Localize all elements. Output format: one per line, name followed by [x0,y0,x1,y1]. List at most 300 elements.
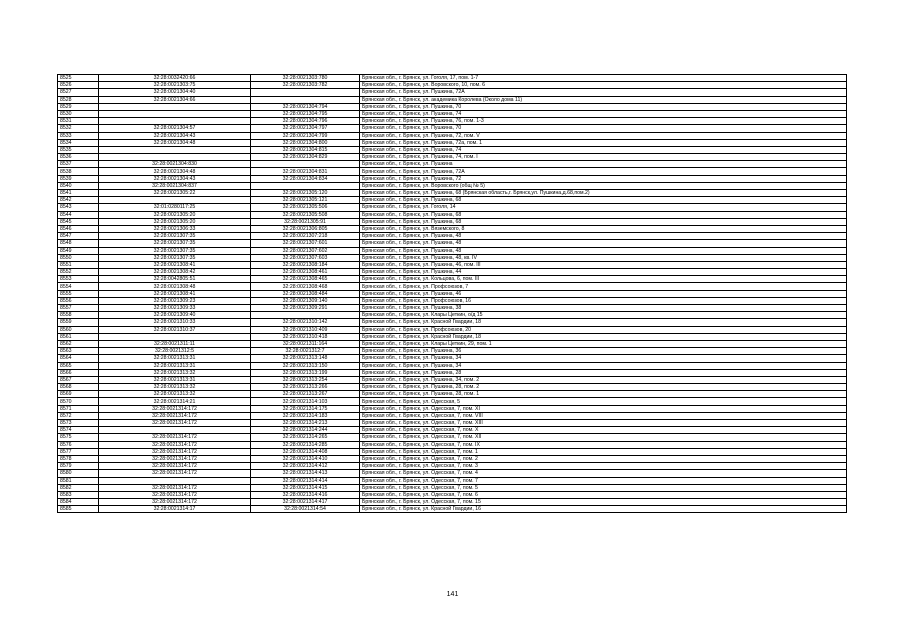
table-row [58,441,847,448]
object-cadastral-number-cell: 32:28:0021305:506 [251,204,360,211]
land-cadastral-number-cell: 32:28:0042805:51 [99,276,251,283]
table-row [58,355,847,362]
land-cadastral-number-cell: 32:28:0021307:35 [99,240,251,247]
row-number-cell: 8525 [58,75,99,82]
land-cadastral-number-cell [99,146,251,153]
object-cadastral-number-cell: 32:28:0021304:829 [251,154,360,161]
table-row [58,455,847,462]
table-row [58,398,847,405]
table-row [58,477,847,484]
address-cell: Брянская обл., г. Брянск, ул. Пушкина, 34, пом. 2 [360,376,847,383]
land-cadastral-number-cell: 32:28:0021308:42 [99,269,251,276]
table-row [58,312,847,319]
table-row [58,103,847,110]
row-number-cell: 8536 [58,154,99,161]
object-cadastral-number-cell: 32:28:0021313:266 [251,384,360,391]
object-cadastral-number-cell: 32:28:0021308:468 [251,283,360,290]
row-number-cell: 8529 [58,103,99,110]
object-cadastral-number-cell [251,96,360,103]
table-row [58,254,847,261]
row-number-cell: 8528 [58,96,99,103]
address-cell: Брянская обл., г. Брянск, ул. Клары Цеткин, 29, пом. 1 [360,340,847,347]
table-row [58,204,847,211]
address-cell: Брянская обл., г. Брянск, ул. Гоголя, 14 [360,204,847,211]
row-number-cell: 8532 [58,125,99,132]
land-cadastral-number-cell: 32:28:0021314:172 [99,448,251,455]
object-cadastral-number-cell: 32:28:0021304:794 [251,103,360,110]
address-cell: Брянская обл., г. Брянск, ул. Пушкина, 36 [360,348,847,355]
row-number-cell: 8585 [58,506,99,513]
land-cadastral-number-cell: 32:01:0280117:25 [99,204,251,211]
row-number-cell: 8579 [58,463,99,470]
row-number-cell: 8530 [58,110,99,117]
land-cadastral-number-cell: 32:28:0021307:35 [99,254,251,261]
table-row [58,362,847,369]
table-row [58,211,847,218]
address-cell: Брянская обл., г. Брянск, ул. Пушкина, 74 [360,146,847,153]
address-cell: Брянская обл., г. Брянск, ул. Пушкина, 28, пом. 1 [360,391,847,398]
row-number-cell: 8541 [58,190,99,197]
row-number-cell: 8576 [58,441,99,448]
table-row [58,484,847,491]
address-cell: Брянская обл., г. Брянск, ул. Воровского (общ № 5) [360,182,847,189]
land-cadastral-number-cell: 32:28:0021314:172 [99,470,251,477]
land-cadastral-number-cell: 32:28:0021309:23 [99,297,251,304]
address-cell: Брянская обл., г. Брянск, ул. Пушкина, 48 [360,240,847,247]
address-cell: Брянская обл., г. Брянск, ул. Пушкина, 48, кв. IV [360,254,847,261]
table-row [58,96,847,103]
row-number-cell: 8544 [58,211,99,218]
object-cadastral-number-cell: 32:28:0021305:120 [251,190,360,197]
land-cadastral-number-cell: 32:28:0021314:172 [99,405,251,412]
object-cadastral-number-cell: 32:28:0021313:199 [251,369,360,376]
object-cadastral-number-cell: 32:28:0021314:410 [251,455,360,462]
object-cadastral-number-cell: 32:28:0021314:413 [251,470,360,477]
object-cadastral-number-cell: 32:28:0021306:805 [251,225,360,232]
table-row [58,348,847,355]
object-cadastral-number-cell: 32:28:0021309:140 [251,297,360,304]
address-cell: Брянская обл., г. Брянск, ул. Пушкина, 72, пом. V [360,132,847,139]
table-row [58,233,847,240]
address-cell: Брянская обл., г. Брянск, ул. Одесская, 7, пом. XIII [360,420,847,427]
row-number-cell: 8578 [58,455,99,462]
land-cadastral-number-cell: 32:28:0021310:37 [99,326,251,333]
land-cadastral-number-cell: 32:28:0021307:35 [99,233,251,240]
table-row [58,305,847,312]
row-number-cell: 8572 [58,412,99,419]
address-cell: Брянская обл., г. Брянск, ул. Пушкина, 68 [360,197,847,204]
land-cadastral-number-cell [99,110,251,117]
land-cadastral-number-cell: 32:28:0021312:5 [99,348,251,355]
row-number-cell: 8554 [58,283,99,290]
row-number-cell: 8581 [58,477,99,484]
address-cell: Брянская обл., г. Брянск, ул. Пушкина, 48 [360,247,847,254]
table-row [58,218,847,225]
object-cadastral-number-cell: 32:28:0021308:184 [251,261,360,268]
table-row [58,75,847,82]
object-cadastral-number-cell: 32:28:0021314:285 [251,441,360,448]
object-cadastral-number-cell: 32:28:0021314:54 [251,506,360,513]
land-cadastral-number-cell: 32:28:0021313:32 [99,369,251,376]
address-cell: Брянская обл., г. Брянск, ул. Пушкина, 28 [360,369,847,376]
address-cell: Брянская обл., г. Брянск, ул. Профсоюзов, 7 [360,283,847,290]
row-number-cell: 8569 [58,391,99,398]
land-cadastral-number-cell: 32:28:0021313:31 [99,355,251,362]
table-row [58,340,847,347]
table-row [58,376,847,383]
land-cadastral-number-cell [99,154,251,161]
address-cell: Брянская обл., г. Брянск, ул. Пушкина, 38 [360,305,847,312]
object-cadastral-number-cell: 32:28:0021311:164 [251,340,360,347]
table-row [58,319,847,326]
row-number-cell: 8543 [58,204,99,211]
table-row [58,491,847,498]
object-cadastral-number-cell: 32:28:0021314:103 [251,398,360,405]
row-number-cell: 8556 [58,297,99,304]
land-cadastral-number-cell: 32:28:0021304:40 [99,89,251,96]
land-cadastral-number-cell: 32:28:0021305:20 [99,218,251,225]
land-cadastral-number-cell: 32:28:0021314:17 [99,506,251,513]
address-cell: Брянская обл., г. Брянск, ул. Вяземского, 8 [360,225,847,232]
row-number-cell: 8526 [58,82,99,89]
land-cadastral-number-cell: 32:28:0021303:75 [99,82,251,89]
table-row [58,470,847,477]
row-number-cell: 8546 [58,225,99,232]
table-row [58,434,847,441]
row-number-cell: 8555 [58,290,99,297]
table-row [58,261,847,268]
address-cell: Брянская обл., г. Брянск, ул. Клары Цеткин, о/д 15 [360,312,847,319]
address-cell: Брянская обл., г. Брянск, ул. Пушкина, 70 [360,125,847,132]
land-cadastral-number-cell: 32:28:0021313:31 [99,376,251,383]
row-number-cell: 8562 [58,340,99,347]
land-cadastral-number-cell: 32:28:0021314:172 [99,499,251,506]
row-number-cell: 8549 [58,247,99,254]
address-cell: Брянская обл., г. Брянск, ул. Кольцова, 6, пом. III [360,276,847,283]
address-cell: Брянская обл., г. Брянск, ул. Пушкина, 76, пом. 1-3 [360,118,847,125]
table-row [58,391,847,398]
land-cadastral-number-cell: 32:28:0021308:41 [99,261,251,268]
table-row [58,326,847,333]
table-row [58,240,847,247]
address-cell: Брянская обл., г. Брянск, ул. Пушкина, 72А [360,89,847,96]
address-cell: Брянская обл., г. Брянск, ул. Красной Гвардии, 18 [360,319,847,326]
object-cadastral-number-cell: 32:28:0021310:142 [251,319,360,326]
address-cell: Брянская обл., г. Брянск, ул. Красной Гвардии, 18 [360,333,847,340]
table-row [58,333,847,340]
object-cadastral-number-cell [251,89,360,96]
row-number-cell: 8545 [58,218,99,225]
object-cadastral-number-cell [251,182,360,189]
address-cell: Брянская обл., г. Брянск, ул. Пушкина, 72А [360,168,847,175]
table-row [58,290,847,297]
object-cadastral-number-cell: 32:28:0021313:148 [251,355,360,362]
land-cadastral-number-cell: 32:28:0021314:172 [99,491,251,498]
land-cadastral-number-cell: 32:28:0021304:66 [99,96,251,103]
row-number-cell: 8582 [58,484,99,491]
table-row [58,506,847,513]
table-row [58,197,847,204]
table-row [58,168,847,175]
object-cadastral-number-cell: 32:28:0021304:815 [251,146,360,153]
table-row [58,82,847,89]
land-cadastral-number-cell: 32:28:0021313:32 [99,384,251,391]
object-cadastral-number-cell: 32:28:0021308:461 [251,269,360,276]
row-number-cell: 8537 [58,161,99,168]
row-number-cell: 8575 [58,434,99,441]
address-cell: Брянская обл., г. Брянск, ул. Профсоюзов, 20 [360,326,847,333]
row-number-cell: 8561 [58,333,99,340]
address-cell: Брянская обл., г. Брянск, ул. Пушкина, 68 [360,218,847,225]
land-cadastral-number-cell: 32:28:0021304:43 [99,132,251,139]
table-row [58,427,847,434]
address-cell: Брянская обл., г. Брянск, ул. Гоголя, 17, пом. 1-7 [360,75,847,82]
address-cell: Брянская обл., г. Брянск, ул. Воровского, 10, пом. 6 [360,82,847,89]
row-number-cell: 8540 [58,182,99,189]
table-row [58,161,847,168]
page-number: 141 [446,591,459,598]
address-cell: Брянская обл., г. Брянск, ул. Пушкина, 74, пом. I [360,154,847,161]
address-cell: Брянская обл., г. Брянск, ул. Одесская, 7, пом. 5 [360,484,847,491]
object-cadastral-number-cell: 32:28:0021310:409 [251,326,360,333]
object-cadastral-number-cell: 32:28:0021303:782 [251,82,360,89]
address-cell: Брянская обл., г. Брянск, ул. Одесская, 7, пом. XI [360,405,847,412]
row-number-cell: 8553 [58,276,99,283]
object-cadastral-number-cell: 32:28:0021314:213 [251,420,360,427]
row-number-cell: 8568 [58,384,99,391]
row-number-cell: 8550 [58,254,99,261]
land-cadastral-number-cell: 32:28:0021309:33 [99,305,251,312]
row-number-cell: 8533 [58,132,99,139]
row-number-cell: 8583 [58,491,99,498]
land-cadastral-number-cell: 32:28:0021304:48 [99,168,251,175]
land-cadastral-number-cell: 32:28:0021309:40 [99,312,251,319]
address-cell: Брянская обл., г. Брянск, ул. Одесская, 7, пом. 6 [360,491,847,498]
address-cell: Брянская обл., г. Брянск, ул. Одесская, 7, пом. 1 [360,448,847,455]
object-cadastral-number-cell: 32:28:0021314:412 [251,463,360,470]
object-cadastral-number-cell: 32:28:0021314:408 [251,448,360,455]
table-row [58,125,847,132]
row-number-cell: 8580 [58,470,99,477]
address-cell: Брянская обл., г. Брянск, ул. Красной Гвардии, 16 [360,506,847,513]
table-row [58,412,847,419]
object-cadastral-number-cell: 32:28:0021304:796 [251,118,360,125]
address-cell: Брянская обл., г. Брянск, ул. Пушкина, 28, пом. 2 [360,384,847,391]
address-cell: Брянская обл., г. Брянск, ул. Одесская, 7, пом. IX [360,441,847,448]
table-row [58,269,847,276]
land-cadastral-number-cell: 32:28:0021314:172 [99,434,251,441]
object-cadastral-number-cell: 32:28:0021314:183 [251,412,360,419]
row-number-cell: 8574 [58,427,99,434]
address-cell: Брянская обл., г. Брянск, ул. Одесская, 7, пом. 3 [360,463,847,470]
table-row [58,463,847,470]
object-cadastral-number-cell [251,161,360,168]
address-cell: Брянская обл., г. Брянск, ул. Пушкина, 34 [360,362,847,369]
land-cadastral-number-cell [99,197,251,204]
table-row [58,420,847,427]
address-cell: Брянская обл., г. Брянск, ул. Пушкина, 72 [360,175,847,182]
land-cadastral-number-cell: 32:28:0021305:20 [99,211,251,218]
row-number-cell: 8548 [58,240,99,247]
row-number-cell: 8527 [58,89,99,96]
object-cadastral-number-cell: 32:28:0021307:602 [251,247,360,254]
object-cadastral-number-cell: 32:28:0021307:218 [251,233,360,240]
land-cadastral-number-cell: 32:28:0032420:66 [99,75,251,82]
row-number-cell: 8573 [58,420,99,427]
row-number-cell: 8570 [58,398,99,405]
table-row [58,247,847,254]
row-number-cell: 8538 [58,168,99,175]
table-row [58,118,847,125]
row-number-cell: 8547 [58,233,99,240]
row-number-cell: 8539 [58,175,99,182]
object-cadastral-number-cell: 32:28:0021314:416 [251,491,360,498]
row-number-cell: 8531 [58,118,99,125]
table-row [58,283,847,290]
table-row [58,499,847,506]
land-cadastral-number-cell: 32:28:0021314:172 [99,463,251,470]
land-cadastral-number-cell: 32:28:0021313:31 [99,362,251,369]
object-cadastral-number-cell: 32:28:0021303:780 [251,75,360,82]
address-cell: Брянская обл., г. Брянск, ул. Одесская, 7, пом. 2 [360,455,847,462]
table-row [58,182,847,189]
land-cadastral-number-cell: 32:28:0021304:48 [99,139,251,146]
land-cadastral-number-cell: 32:28:0021313:32 [99,391,251,398]
object-cadastral-number-cell: 32:28:0021314:414 [251,477,360,484]
object-cadastral-number-cell: 32:28:0021304:831 [251,168,360,175]
registry-table [57,74,847,513]
land-cadastral-number-cell [99,427,251,434]
object-cadastral-number-cell: 32:28:0021305:91 [251,218,360,225]
table-row [58,384,847,391]
object-cadastral-number-cell: 32:28:0021314:417 [251,499,360,506]
table-row [58,139,847,146]
row-number-cell: 8552 [58,269,99,276]
land-cadastral-number-cell: 32:28:0021314:172 [99,412,251,419]
land-cadastral-number-cell: 32:28:0021307:35 [99,247,251,254]
land-cadastral-number-cell: 32:28:0021314:172 [99,441,251,448]
object-cadastral-number-cell: 32:28:0021314:244 [251,427,360,434]
registry-table-body [58,75,847,513]
object-cadastral-number-cell: 32:28:0021309:291 [251,305,360,312]
land-cadastral-number-cell [99,477,251,484]
address-cell: Брянская обл., г. Брянск, ул. Одесская, 7, пом. 7 [360,477,847,484]
object-cadastral-number-cell: 32:28:0021314:175 [251,405,360,412]
table-row [58,146,847,153]
object-cadastral-number-cell [251,312,360,319]
table-row [58,369,847,376]
address-cell: Брянская обл., г. Брянск, ул. Профсоюзов, 16 [360,297,847,304]
table-row [58,190,847,197]
address-cell: Брянская обл., г. Брянск, ул. Пушкина, 68 [360,211,847,218]
land-cadastral-number-cell: 32:28:0021310:33 [99,319,251,326]
row-number-cell: 8534 [58,139,99,146]
row-number-cell: 8558 [58,312,99,319]
object-cadastral-number-cell: 32:28:0021307:603 [251,254,360,261]
object-cadastral-number-cell: 32:28:0021313:254 [251,376,360,383]
land-cadastral-number-cell: 32:28:0021308:41 [99,290,251,297]
table-row [58,405,847,412]
address-cell: Брянская обл., г. Брянск, ул. Пушкина, 46 [360,290,847,297]
table-row [58,154,847,161]
row-number-cell: 8571 [58,405,99,412]
object-cadastral-number-cell: 32:28:0021305:121 [251,197,360,204]
table-row [58,175,847,182]
address-cell: Брянская обл., г. Брянск, ул. Одесская, 5 [360,398,847,405]
table-row [58,110,847,117]
row-number-cell: 8565 [58,362,99,369]
address-cell: Брянская обл., г. Брянск, ул. академика Королева (Около дома 11) [360,96,847,103]
object-cadastral-number-cell: 32:28:0021307:601 [251,240,360,247]
land-cadastral-number-cell: 32:28:0021314:172 [99,420,251,427]
table-row [58,276,847,283]
land-cadastral-number-cell: 32:28:0021304:837 [99,182,251,189]
address-cell: Брянская обл., г. Брянск, ул. Пушкина, 72а, пом. 1 [360,139,847,146]
address-cell: Брянская обл., г. Брянск, ул. Пушкина, 70 [360,103,847,110]
object-cadastral-number-cell: 32:28:0021304:797 [251,125,360,132]
object-cadastral-number-cell: 32:28:0021313:150 [251,362,360,369]
land-cadastral-number-cell: 32:28:0021304:830 [99,161,251,168]
land-cadastral-number-cell: 32:28:0021304:57 [99,125,251,132]
object-cadastral-number-cell: 32:28:0021304:795 [251,110,360,117]
object-cadastral-number-cell: 32:28:0021308:465 [251,276,360,283]
land-cadastral-number-cell: 32:28:0021308:48 [99,283,251,290]
table-row [58,297,847,304]
address-cell: Брянская обл., г. Брянск, ул. Пушкина, 48 [360,233,847,240]
address-cell: Брянская обл., г. Брянск, ул. Пушкина, 74 [360,110,847,117]
row-number-cell: 8559 [58,319,99,326]
row-number-cell: 8566 [58,369,99,376]
object-cadastral-number-cell: 32:28:0021305:508 [251,211,360,218]
land-cadastral-number-cell: 32:28:0021311:11 [99,340,251,347]
object-cadastral-number-cell: 32:28:0021304:799 [251,132,360,139]
land-cadastral-number-cell: 32:28:0021306:33 [99,225,251,232]
object-cadastral-number-cell: 32:28:0021308:484 [251,290,360,297]
object-cadastral-number-cell: 32:28:0021304:834 [251,175,360,182]
land-cadastral-number-cell: 32:28:0021304:43 [99,175,251,182]
address-cell: Брянская обл., г. Брянск, ул. Пушкина [360,161,847,168]
land-cadastral-number-cell [99,118,251,125]
table-row [58,132,847,139]
land-cadastral-number-cell [99,103,251,110]
row-number-cell: 8577 [58,448,99,455]
table-row [58,448,847,455]
address-cell: Брянская обл., г. Брянск, ул. Одесская, 7, пом. VIII [360,412,847,419]
row-number-cell: 8551 [58,261,99,268]
land-cadastral-number-cell: 32:28:0021314:172 [99,484,251,491]
land-cadastral-number-cell: 32:28:0021314:21 [99,398,251,405]
row-number-cell: 8584 [58,499,99,506]
land-cadastral-number-cell [99,333,251,340]
object-cadastral-number-cell: 32:28:0021313:267 [251,391,360,398]
address-cell: Брянская обл., г. Брянск, ул. Пушкина, 68 (Брянская область,г. Брянск,ул. Пушкина,д.68,пом.2) [360,190,847,197]
row-number-cell: 8560 [58,326,99,333]
row-number-cell: 8542 [58,197,99,204]
row-number-cell: 8564 [58,355,99,362]
address-cell: Брянская обл., г. Брянск, ул. Одесская, 7, пом. XII [360,434,847,441]
address-cell: Брянская обл., г. Брянск, ул. Одесская, 7, пом. 4 [360,470,847,477]
object-cadastral-number-cell: 32:28:0021310:418 [251,333,360,340]
object-cadastral-number-cell: 32:28:0021312:7 [251,348,360,355]
address-cell: Брянская обл., г. Брянск, ул. Пушкина, 46, пом. III [360,261,847,268]
land-cadastral-number-cell: 32:28:0021314:172 [99,455,251,462]
table-row [58,225,847,232]
row-number-cell: 8567 [58,376,99,383]
object-cadastral-number-cell: 32:28:0021314:415 [251,484,360,491]
address-cell: Брянская обл., г. Брянск, ул. Одесская, 7, пом. 15 [360,499,847,506]
row-number-cell: 8563 [58,348,99,355]
object-cadastral-number-cell: 32:28:0021314:265 [251,434,360,441]
